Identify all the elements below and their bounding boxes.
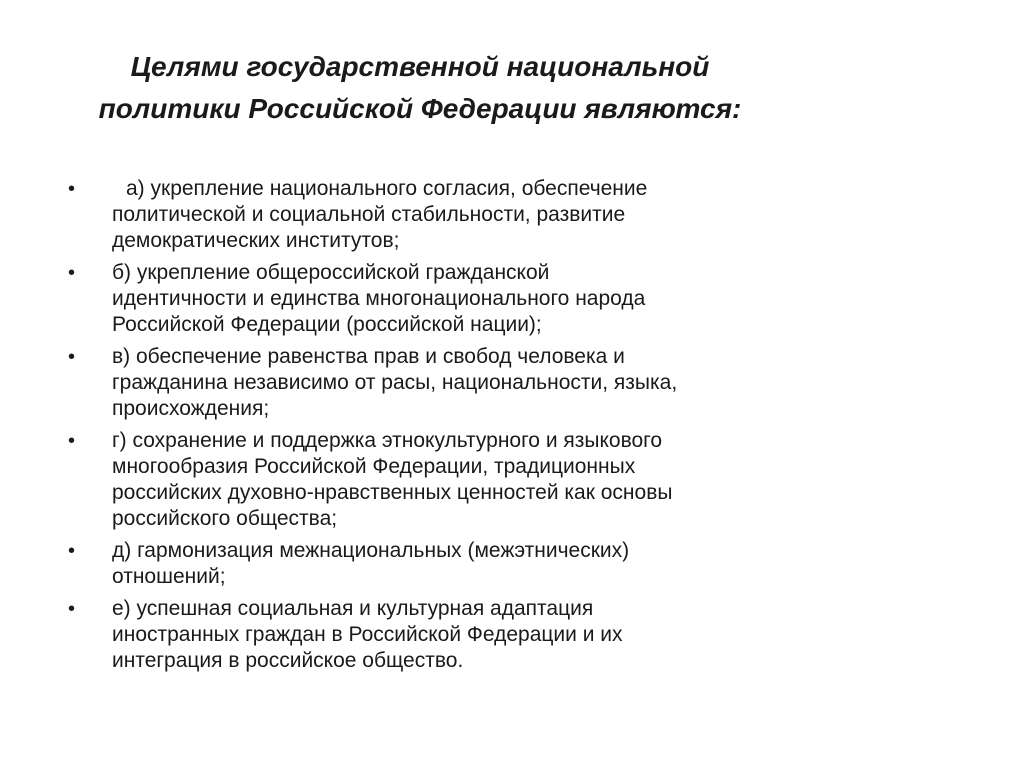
- bullet-icon: •: [68, 540, 76, 562]
- item-line: российских духовно-нравственных ценностей как основы: [112, 481, 673, 504]
- item-line: гражданина независимо от расы, национальности, языка,: [112, 371, 678, 394]
- item-line: интеграция в российское общество.: [112, 649, 464, 672]
- item-line: политической и социальной стабильности, развитие: [112, 203, 626, 226]
- bullet-icon: •: [68, 178, 76, 200]
- list-item: [68, 176, 788, 254]
- bullet-icon: •: [68, 598, 76, 620]
- item-line: е) успешная социальная и культурная адаптация: [112, 597, 594, 620]
- item-line: идентичности и единства многонационального народа: [112, 287, 646, 310]
- title-line-1: Целями государственной национальной: [130, 51, 710, 82]
- title-line-2: политики Российской Федерации являются:: [98, 93, 742, 124]
- bullet-icon: •: [68, 346, 76, 368]
- list-item: [68, 596, 788, 674]
- item-line: б) укрепление общероссийской гражданской: [112, 261, 550, 284]
- item-line: г) сохранение и поддержка этнокультурного и языкового: [112, 429, 663, 452]
- item-line: а) укрепление национального согласия, обеспечение: [126, 177, 648, 200]
- item-line: происхождения;: [112, 397, 270, 420]
- list-item: [68, 260, 788, 338]
- item-line: российского общества;: [112, 507, 338, 530]
- item-line: многообразия Российской Федерации, традиционных: [112, 455, 636, 478]
- item-line: демократических институтов;: [112, 229, 400, 252]
- item-line: д) гармонизация межнациональных (межэтнических): [112, 539, 630, 562]
- item-line: иностранных граждан в Российской Федерации и их: [112, 623, 623, 646]
- list-item: [68, 428, 788, 532]
- bullet-icon: •: [68, 430, 76, 452]
- list-item: [68, 538, 788, 590]
- goals-list: [68, 176, 788, 680]
- item-line: в) обеспечение равенства прав и свобод человека и: [112, 345, 625, 368]
- item-line: Российской Федерации (российской нации);: [112, 313, 542, 336]
- item-line: отношений;: [112, 565, 226, 588]
- bullet-icon: •: [68, 262, 76, 284]
- list-item: [68, 344, 788, 422]
- slide-title: [60, 46, 780, 130]
